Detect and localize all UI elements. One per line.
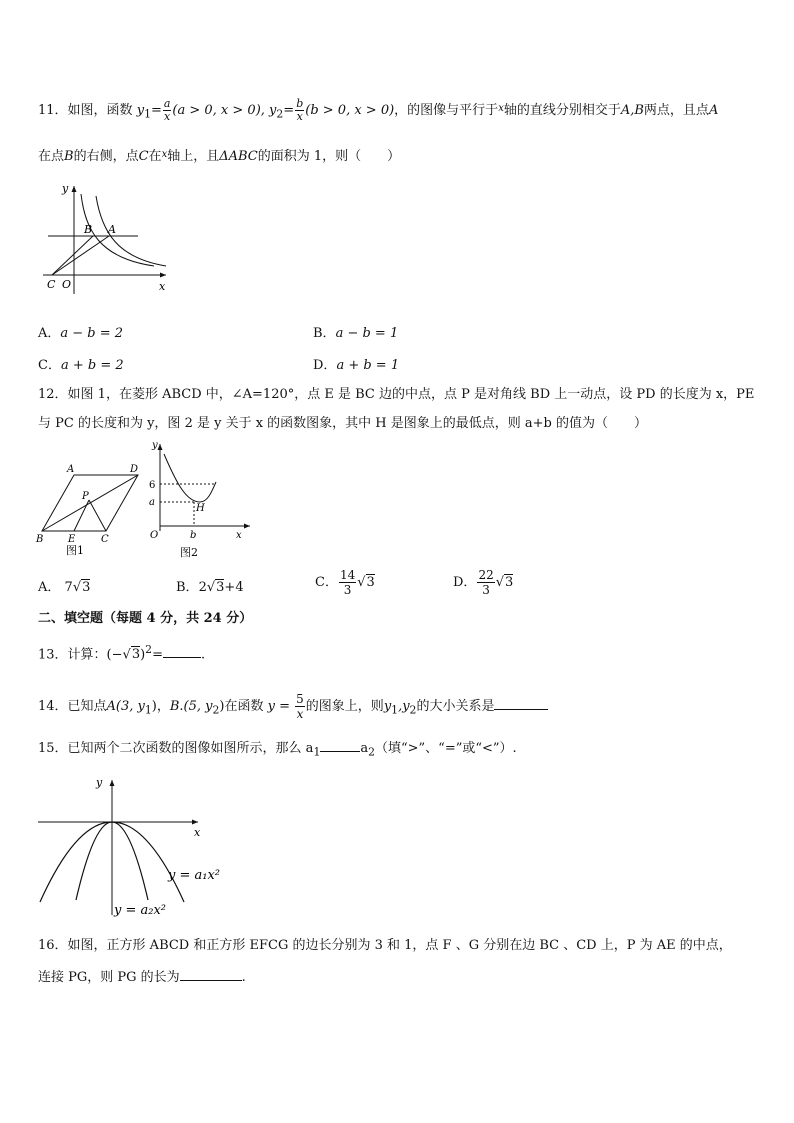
x-axis-arrow <box>192 820 198 825</box>
q15-figure <box>34 772 234 922</box>
label-a1: y = a₁x² <box>168 868 221 883</box>
option-expr: a − b = 1 <box>335 326 399 341</box>
point-b: B <box>64 149 74 164</box>
radicand: 3 <box>82 580 91 595</box>
option-label: A． <box>38 326 61 341</box>
separator: ， <box>156 699 170 714</box>
frac-num: a <box>163 97 171 110</box>
q13-line <box>38 641 205 664</box>
q14-line <box>38 692 548 721</box>
var-y: y <box>383 699 392 714</box>
sqrt-symbol: √ <box>357 575 366 590</box>
q11-text: 如图，函数 <box>67 103 133 118</box>
label-6: 6 <box>149 480 156 491</box>
sqrt-symbol: √ <box>206 580 216 595</box>
frac-num: 5 <box>296 692 304 706</box>
sqrt-symbol: √ <box>495 575 505 590</box>
option-label: C． <box>38 358 61 373</box>
period: . <box>200 647 206 663</box>
option-expr: a − b = 2 <box>60 326 124 341</box>
option-label: B． <box>313 326 336 341</box>
frac-num: b <box>296 97 304 110</box>
label-y: y <box>96 776 103 789</box>
option-fraction <box>339 568 356 597</box>
y-axis-arrow <box>72 186 77 192</box>
sqrt-symbol: √ <box>122 647 131 663</box>
close-paren: ) <box>219 699 225 714</box>
triangle-abc: ΔABC <box>219 149 258 164</box>
y2-var: y <box>269 103 277 118</box>
q14-text: 在函数 <box>224 699 264 714</box>
x-var: x <box>161 149 168 160</box>
frac-den: x <box>296 110 303 123</box>
q11-text: 的面积为 1，则（ ） <box>257 149 401 164</box>
y-axis-arrow <box>158 444 163 450</box>
x-axis-arrow <box>160 273 166 278</box>
fraction-5-over-x <box>295 692 305 721</box>
segment-pe <box>74 500 89 531</box>
q11-text: 轴的直线分别相交于 <box>503 103 621 118</box>
q15-text: a <box>360 741 369 756</box>
frac-num: 14 <box>339 568 356 582</box>
power: 2 <box>145 643 153 656</box>
y1-sub: 1 <box>144 107 151 121</box>
option-label: C． <box>315 575 338 590</box>
question-number: 11． <box>38 103 68 118</box>
fraction-a-over-x <box>163 98 172 123</box>
caption-fig2: 图2 <box>180 546 198 559</box>
frac-den: 3 <box>343 583 352 597</box>
condition-b: (b > 0, x > 0) <box>305 103 395 118</box>
radicand: 3 <box>216 580 225 595</box>
sub: 2 <box>409 703 417 717</box>
q11-option-c[interactable] <box>38 354 124 373</box>
caption-fig1: 图1 <box>66 544 84 557</box>
q11-text: 在 <box>148 149 162 164</box>
q11-line-2 <box>38 146 400 166</box>
equals: = <box>283 103 295 118</box>
option-label: A． <box>38 580 61 595</box>
diagonal-bd <box>42 475 138 531</box>
expr-open: (− <box>106 647 123 663</box>
sub: 1 <box>313 745 321 759</box>
label-h: H <box>196 503 205 514</box>
label-p: P <box>82 491 89 502</box>
expr-close: ) <box>140 647 146 663</box>
var-y: ,y <box>398 699 410 714</box>
answer-blank[interactable] <box>180 967 242 981</box>
q16-line-2 <box>38 967 246 987</box>
q11-option-b[interactable] <box>313 322 398 341</box>
x-axis-arrow <box>244 524 250 529</box>
option-expr: a + b = 1 <box>336 358 400 373</box>
label-o: O <box>150 530 159 541</box>
equals: = <box>152 647 163 663</box>
q12-option-c[interactable] <box>315 568 375 597</box>
sub: 1 <box>391 703 399 717</box>
radicand: 3 <box>131 647 141 663</box>
label-e: E <box>68 534 76 545</box>
q14-text: 的图象上，则 <box>305 699 384 714</box>
sub: 1 <box>144 703 152 717</box>
label-x: x <box>194 826 201 839</box>
point-a: A(3, y <box>106 699 145 714</box>
equals: = <box>150 103 162 118</box>
y1-var: y <box>136 103 145 118</box>
label-y: y <box>152 440 158 451</box>
fraction-b-over-x <box>295 98 304 123</box>
label-b: B <box>36 534 44 545</box>
q12-option-a[interactable] <box>38 576 90 595</box>
q11-option-a[interactable] <box>38 322 123 341</box>
q12-figure-2 <box>140 436 260 562</box>
fig-label-a: A <box>108 223 116 236</box>
option-label: D． <box>453 575 477 590</box>
q12-option-b[interactable] <box>176 576 244 595</box>
label-a: A <box>67 464 75 475</box>
x-var: x <box>498 103 504 114</box>
q11-line-1 <box>38 98 718 124</box>
q11-figure <box>38 178 178 296</box>
q16-line-1: 16．如图，正方形 ABCD 和正方形 EFCG 的边长分别为 3 和 1，点 F 、G 分别在边 BC 、CD 上，P 为 AE 的中点， <box>38 938 732 953</box>
q11-option-d[interactable] <box>313 354 399 373</box>
section-title: 二、填空题（每题 4 分，共 24 分） <box>38 611 253 626</box>
sub: 2 <box>212 703 220 717</box>
q14-text: 的大小关系是 <box>416 699 495 714</box>
q16-text: 连接 PG，则 PG 的长为 <box>38 970 180 985</box>
option-coef: 2 <box>198 580 207 595</box>
q12-figure-1 <box>34 458 144 558</box>
q12-line-1: 12．如图 1，在菱形 ABCD 中，∠A=120°，点 E 是 BC 边的中点，点 P 是对角线 BD 上一动点，设 PD 的长度为 x，PE <box>38 387 755 402</box>
q11-text: 轴上，且 <box>167 149 220 164</box>
point-a: A <box>708 103 719 118</box>
sqrt-symbol: √ <box>72 580 82 595</box>
option-label: D． <box>313 358 337 373</box>
q12-option-d[interactable] <box>453 568 513 597</box>
label-a: a <box>149 497 155 508</box>
q11-text: 的右侧，点 <box>73 149 139 164</box>
fig-label-b: B <box>84 223 93 236</box>
frac-den: x <box>296 707 304 721</box>
segment-ca <box>52 236 109 275</box>
option-expr: a + b = 2 <box>60 358 124 373</box>
q11-text: 两点，且点 <box>643 103 709 118</box>
sub: 2 <box>368 745 375 759</box>
y2-sub: 2 <box>276 107 284 121</box>
frac-num: 22 <box>478 568 494 582</box>
q15-text: 15．已知两个二次函数的图像如图所示，那么 a <box>38 741 314 756</box>
label-a2: y = a₂x² <box>114 903 167 918</box>
radicand: 3 <box>366 575 375 590</box>
q15-line <box>38 738 517 762</box>
close-paren: ) <box>151 699 157 714</box>
segment-pc <box>89 500 106 531</box>
q11-text: ，的图像与平行于 <box>394 103 499 118</box>
y-axis-arrow <box>110 780 115 786</box>
period: . <box>241 970 246 985</box>
condition-a: (a > 0, x > 0), <box>172 103 265 118</box>
q13-text: 13．计算： <box>38 647 107 663</box>
option-tail: +4 <box>224 580 244 595</box>
fig-label-c: C <box>47 278 56 291</box>
frac-den: 3 <box>482 583 490 597</box>
point-b: B.(5, y <box>169 699 213 714</box>
answer-blank[interactable] <box>163 644 201 658</box>
fig-label-y: y <box>62 182 69 195</box>
label-b: b <box>190 530 197 541</box>
answer-blank[interactable] <box>320 738 360 752</box>
point-c: C <box>138 149 149 164</box>
option-fraction <box>477 568 494 597</box>
function-lhs: y = <box>267 699 291 714</box>
radicand: 3 <box>505 575 514 590</box>
option-coef: 7 <box>64 580 73 595</box>
fig-label-x: x <box>159 280 166 293</box>
q15-text: （填“>”、“=”或“<”）. <box>374 741 517 756</box>
frac-den: x <box>164 110 171 123</box>
points-ab: A,B <box>620 103 644 118</box>
curve-y1 <box>96 196 166 266</box>
label-x: x <box>236 530 242 541</box>
answer-blank[interactable] <box>494 696 548 710</box>
option-label: B． <box>176 580 199 595</box>
fig-label-o: O <box>62 278 72 291</box>
q11-text: 在点 <box>38 149 65 164</box>
label-c: C <box>101 534 109 545</box>
label-d: D <box>130 464 139 475</box>
q12-line-2: 与 PC 的长度和为 y，图 2 是 y 关于 x 的函数图象，其中 H 是图象上的最低点，则 a+b 的值为（ ） <box>38 416 648 431</box>
segment-cb <box>52 236 93 275</box>
graph-curve <box>164 454 216 502</box>
q14-text: 14．已知点 <box>38 699 107 714</box>
